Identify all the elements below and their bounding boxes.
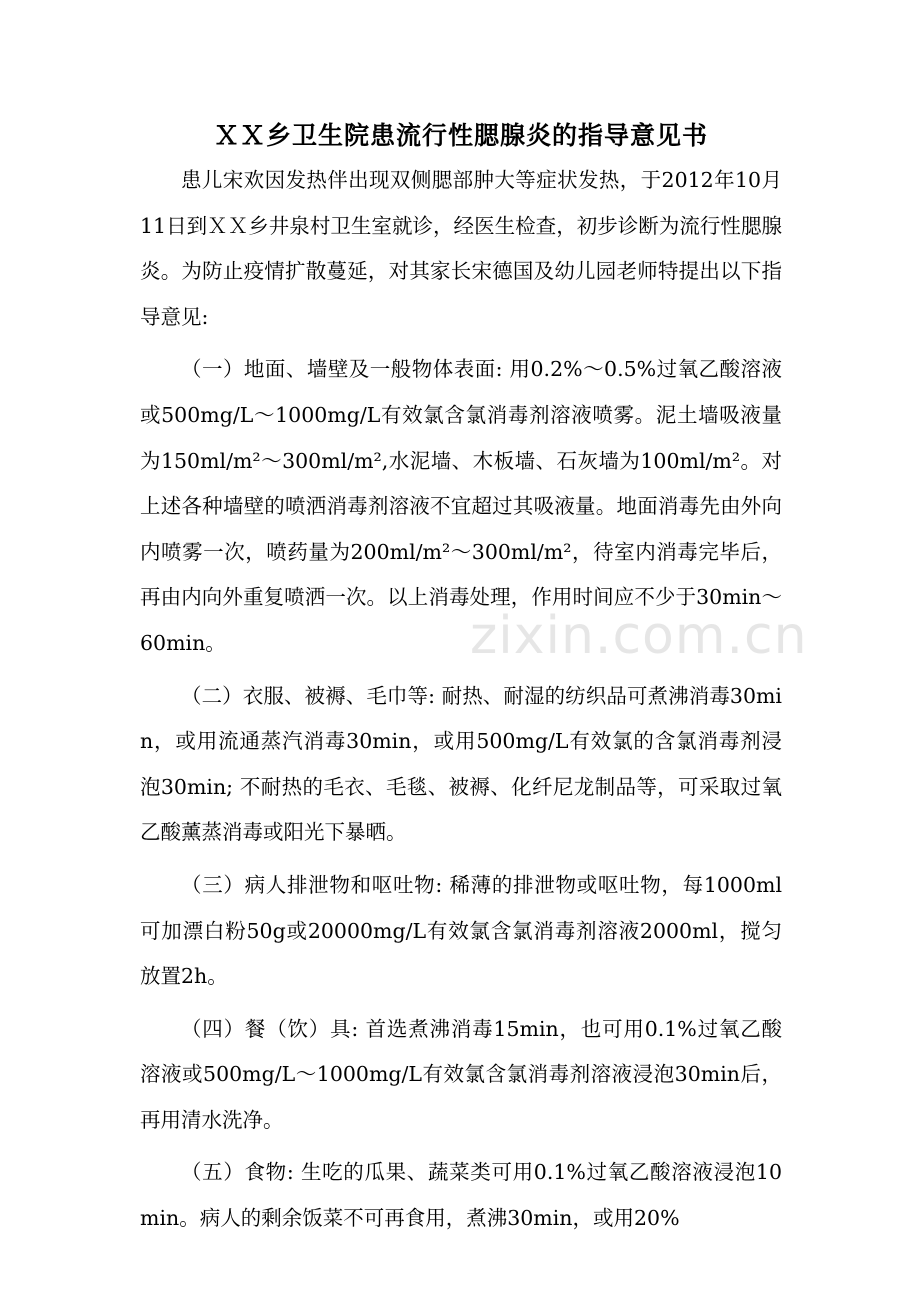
document-title: ＸＸ乡卫生院患流行性腮腺炎的指导意见书 xyxy=(213,121,708,150)
paragraph-item-3: （三）病人排泄物和呕吐物: 稀薄的排泄物或呕吐物，每1000ml可加漂白粉50g或20000mg/L有效氯含氯消毒剂溶液2000ml，搅匀放置2h。 xyxy=(140,872,782,989)
document-page xyxy=(140,118,782,1242)
paragraph-item-1: （一）地面、墙壁及一般物体表面: 用0.2%～0.5%过氧乙酸溶液或500mg/L～1000mg/L有效氯含氯消毒剂溶液喷雾。泥土墙吸液量为150ml/m²～300ml/m²,水泥墙、木板墙、石灰墙为100ml/m²。对上述各种墙壁的喷洒消毒剂溶液不宜超过其吸液量。地面消毒先由外向内喷雾一次，喷药量为200ml/m²～300ml/m²，待室内消毒完毕后，再由内向外重复喷洒一次。以上消毒处理，作用时间应不少于30min～60min。 xyxy=(140,357,782,655)
watermark: zixin.com.cn xyxy=(470,606,808,666)
paragraph-item-4: （四）餐（饮）具: 首选煮沸消毒15min，也可用0.1%过氧乙酸溶液或500mg/L～1000mg/L有效氯含氯消毒剂溶液浸泡30min后，再用清水洗净。 xyxy=(140,1016,782,1132)
paragraph-item-2: （二）衣服、被褥、毛巾等: 耐热、耐湿的纺织品可煮沸消毒30min，或用流通蒸汽消毒30min，或用500mg/L有效氯的含氯消毒剂浸泡30min; 不耐热的毛衣、毛毯、被褥、化纤尼龙制品等，可采取过氧乙酸薰蒸消毒或阳光下暴晒。 xyxy=(140,683,782,845)
paragraph-intro: 患儿宋欢因发热伴出现双侧腮部肿大等症状发热，于2012年10月11日到ＸＸ乡井泉村卫生室就诊，经医生检查，初步诊断为流行性腮腺炎。为防止疫情扩散蔓延，对其家长宋德国及幼儿园老师特提出以下指导意见: xyxy=(140,168,782,329)
paragraph-item-5: （五）食物: 生吃的瓜果、蔬菜类可用0.1%过氧乙酸溶液浸泡10min。病人的剩余饭菜不可再食用，煮沸30min，或用20% xyxy=(140,1160,782,1231)
